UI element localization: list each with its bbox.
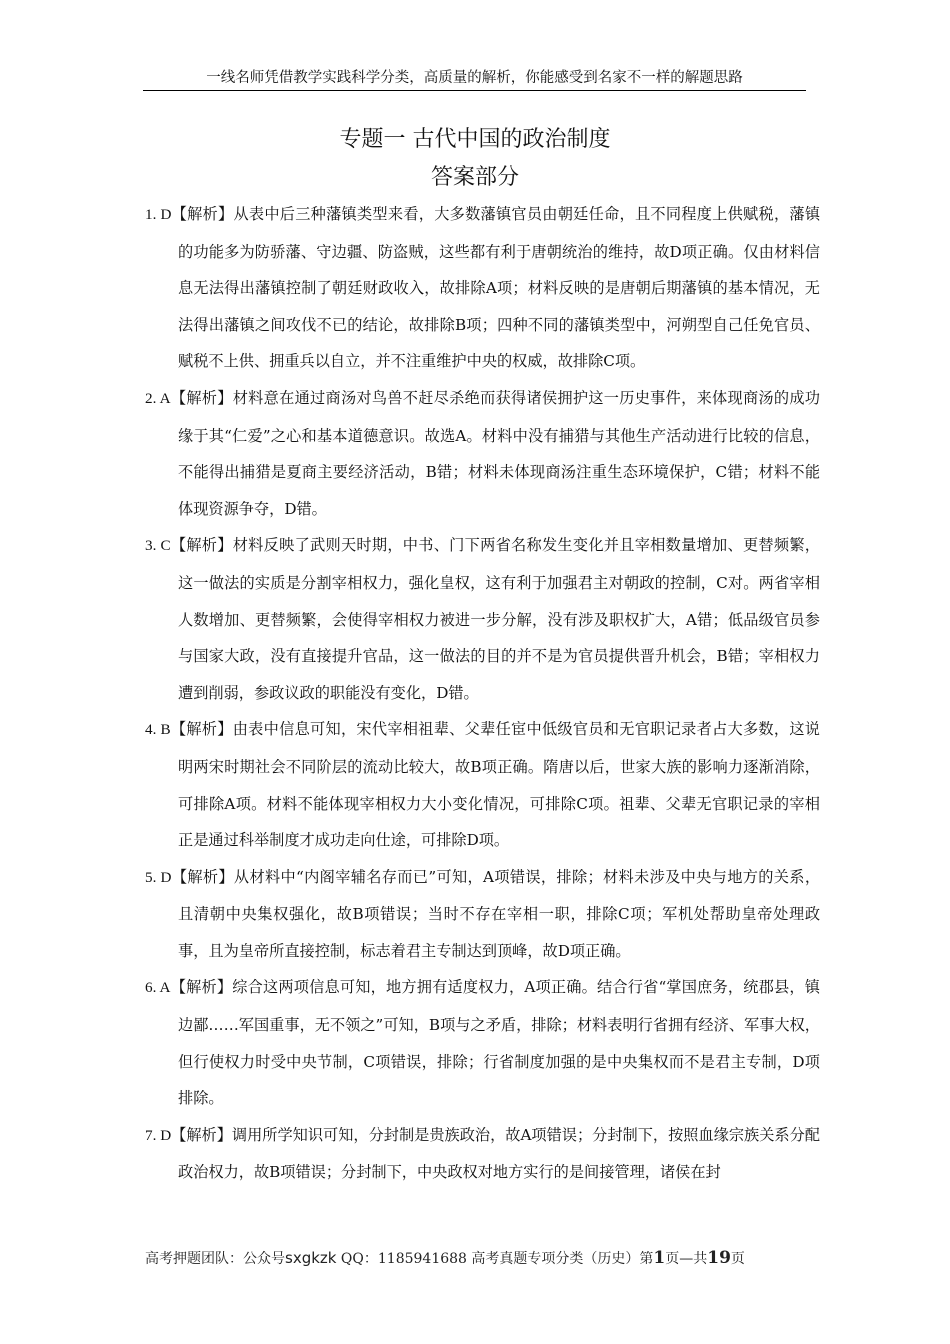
footer-total-pages: 19 <box>707 1248 731 1268</box>
answer-item <box>145 859 820 970</box>
answer-text: 【解析】综合这两项信息可知，地方拥有适度权力，A项正确。结合行省“掌国庶务，统郡县，镇边鄙……军国重事，无不领之”可知，B项与之矛盾，排除；材料表明行省拥有经济、军事大权，但行使权力时受中央节制，C项错误，排除；行省制度加强的是中央集权而不是君主专制，D项排除。 <box>170 978 820 1108</box>
answer-text: 【解析】调用所学知识可知，分封制是贵族政治，故A项错误；分封制下，按照血缘宗族关系分配政治权力，故B项错误；分封制下，中央政权对地方实行的是间接管理，诸侯在封 <box>171 1125 820 1182</box>
answer-text: 【解析】从表中后三种藩镇类型来看，大多数藩镇官员由朝廷任命，且不同程度上供赋税，藩镇的功能多为防骄藩、守边疆、防盗贼，这些都有利于唐朝统治的维持，故D项正确。仅由材料信息无法得出藩镇控制了朝廷财政收入，故排除A项；材料反映的是唐朝后期藩镇的基本情况，无法得出藩镇之间攻伐不已的结论，故排除B项；四种不同的藩镇类型中，河朔型自己任免官员、赋税不上供、拥重兵以自立，并不注重维护中央的权威，故排除C项。 <box>171 205 821 371</box>
answer-text: 【解析】材料意在通过商汤对鸟兽不赶尽杀绝而获得诸侯拥护这一历史事件，来体现商汤的成功缘于其“仁爱”之心和基本道德意识。故选A。材料中没有捕猎与其他生产活动进行比较的信息，不能得出捕猎是夏商主要经济活动，B错；材料未体现商汤注重生态环境保护，C错；材料不能体现资源争夺，D错。 <box>170 388 820 518</box>
answer-item <box>145 527 820 711</box>
page-subtitle: 答案部分 <box>430 165 519 190</box>
page-header: 一线名师凭借教学实践科学分类，高质量的解析，你能感受到名家不一样的解题思路 <box>143 66 806 91</box>
footer-qq: QQ：1185941688 高考真题专项分类（历史）第 <box>336 1251 654 1267</box>
page-footer <box>145 1246 845 1271</box>
page-title: 专题一 古代中国的政治制度 <box>339 127 611 152</box>
footer-wechat: sxgkzk <box>285 1249 337 1267</box>
answer-item <box>145 1117 820 1191</box>
answer-text: 【解析】由表中信息可知，宋代宰相祖辈、父辈任宦中低级官员和无官职记录者占大多数，这说明两宋时期社会不同阶层的流动比较大，故B项正确。隋唐以后，世家大族的影响力逐渐消除，可排除A项。材料不能体现宰相权力大小变化情况，可排除C项。祖辈、父辈无官职记录的宰相正是通过科举制度才成功走向仕途，可排除D项。 <box>170 720 820 850</box>
answer-number: 4. B <box>145 721 171 739</box>
answer-number: 3. C <box>145 537 171 555</box>
footer-middle: 页—共 <box>665 1251 708 1267</box>
footer-end: 页 <box>730 1251 745 1267</box>
answer-text: 【解析】材料反映了武则天时期，中书、门下两省名称发生变化并且宰相数量增加、更替频繁，这一做法的实质是分割宰相权力，强化皇权，这有利于加强君主对朝政的控制，C对。两省宰相人数增加、更替频繁，会使得宰相权力被进一步分解，没有涉及职权扩大，A错；低品级官员参与国家大政，没有直接提升官品，这一做法的目的并不是为官员提供晋升机会，B错；宰相权力遭到削弱，参政议政的职能没有变化，D错。 <box>170 536 820 702</box>
footer-page-number: 1 <box>653 1248 666 1268</box>
footer-team: 高考押题团队：公众号 <box>145 1251 285 1267</box>
answer-item <box>145 196 820 380</box>
answer-number: 2. A <box>145 389 171 407</box>
answer-item <box>145 380 820 527</box>
answer-number: 5. D <box>145 868 172 886</box>
answer-text: 【解析】从材料中“内阁宰辅名存而已”可知，A项错误，排除；材料未涉及中央与地方的关系，且清朝中央集权强化，故B项错误；当时不存在宰相一职，排除C项；军机处帮助皇帝处理政事，且为皇帝所直接控制，标志着君主专制达到顶峰，故D项正确。 <box>171 867 821 960</box>
answer-number: 6. A <box>145 979 171 997</box>
answer-item <box>145 711 820 858</box>
answer-list <box>145 196 820 1191</box>
answer-item <box>145 969 820 1116</box>
answer-number: 7. D <box>145 1126 172 1144</box>
answer-number: 1. D <box>145 206 172 223</box>
